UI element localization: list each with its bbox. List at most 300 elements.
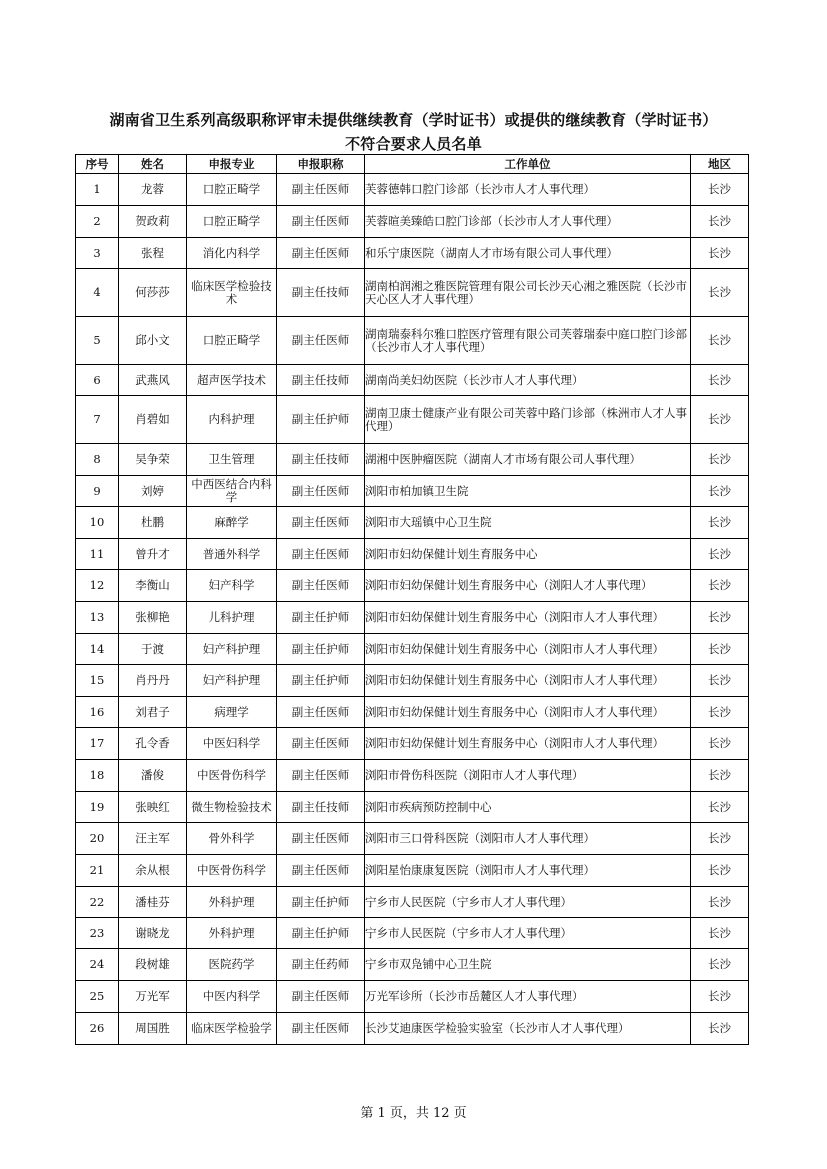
person-name-cell bbox=[119, 476, 187, 507]
region: 长沙 bbox=[708, 958, 731, 971]
person-name-cell bbox=[119, 507, 187, 539]
applied-title-cell bbox=[277, 602, 365, 634]
row-number: 18 bbox=[89, 769, 105, 782]
person-name: 刘婷 bbox=[141, 484, 164, 498]
work-unit: 湖南尚美妇幼医院（长沙市人才人事代理） bbox=[365, 373, 584, 387]
work-unit: 浏阳市柏加镇卫生院 bbox=[365, 484, 469, 498]
work-unit: 宁乡市人民医院（宁乡市人才人事代理） bbox=[365, 895, 572, 909]
region: 长沙 bbox=[708, 413, 731, 426]
applied-title-cell bbox=[277, 539, 365, 570]
region: 长沙 bbox=[708, 1022, 731, 1035]
row-number-cell bbox=[76, 365, 119, 396]
region-cell bbox=[691, 634, 749, 665]
specialty-cell bbox=[187, 602, 277, 634]
specialty: 临床医学检验技术 bbox=[191, 279, 272, 306]
specialty: 内科护理 bbox=[208, 413, 255, 426]
row-number-cell bbox=[76, 665, 119, 697]
person-name: 肖碧如 bbox=[135, 413, 170, 426]
specialty-cell bbox=[187, 981, 277, 1013]
work-unit: 浏阳市妇幼保健计划生育服务中心（浏阳市人才人事代理） bbox=[365, 611, 664, 624]
person-name-cell bbox=[119, 665, 187, 697]
row-number: 4 bbox=[93, 286, 101, 299]
work-unit: 浏阳市三口骨科医院（浏阳市人才人事代理） bbox=[365, 832, 595, 845]
person-name-cell bbox=[119, 1013, 187, 1045]
row-number: 25 bbox=[89, 990, 105, 1003]
row-number-cell bbox=[76, 238, 119, 269]
row-number: 10 bbox=[89, 516, 105, 529]
specialty-cell bbox=[187, 365, 277, 396]
work-unit-cell bbox=[365, 1013, 691, 1045]
specialty-cell bbox=[187, 269, 277, 317]
specialty: 微生物检验技术 bbox=[191, 800, 272, 814]
row-number: 20 bbox=[89, 832, 105, 845]
table-body bbox=[76, 174, 749, 1045]
work-unit-cell bbox=[365, 476, 691, 507]
row-number-cell bbox=[76, 570, 119, 602]
work-unit-cell bbox=[365, 855, 691, 887]
region-cell bbox=[691, 570, 749, 602]
region: 长沙 bbox=[708, 215, 731, 228]
row-number: 15 bbox=[89, 674, 105, 687]
person-name: 张柳艳 bbox=[135, 611, 170, 624]
person-name: 肖丹丹 bbox=[135, 674, 170, 687]
region-cell bbox=[691, 476, 749, 507]
region: 长沙 bbox=[708, 246, 731, 260]
specialty-cell bbox=[187, 539, 277, 570]
row-number-cell bbox=[76, 792, 119, 823]
work-unit: 浏阳市骨伤科医院（浏阳市人才人事代理） bbox=[365, 769, 584, 782]
person-name: 曾升才 bbox=[135, 547, 170, 561]
header-name: 姓名 bbox=[119, 155, 187, 174]
work-unit-cell bbox=[365, 507, 691, 539]
specialty: 麻醉学 bbox=[214, 516, 249, 529]
specialty-cell bbox=[187, 760, 277, 792]
work-unit: 浏阳星怡康康复医院（浏阳市人才人事代理） bbox=[365, 864, 595, 877]
header-no: 序号 bbox=[76, 155, 119, 174]
specialty-cell bbox=[187, 634, 277, 665]
specialty-cell bbox=[187, 570, 277, 602]
row-number: 11 bbox=[89, 547, 105, 561]
work-unit: 浏阳市妇幼保健计划生育服务中心（浏阳人才人事代理） bbox=[365, 579, 653, 592]
person-name: 谢晓龙 bbox=[135, 926, 170, 940]
applied-title-cell bbox=[277, 317, 365, 365]
table-header-row bbox=[76, 155, 749, 174]
region: 长沙 bbox=[708, 990, 731, 1003]
row-number-cell bbox=[76, 1013, 119, 1045]
specialty-cell bbox=[187, 823, 277, 855]
person-name-cell bbox=[119, 792, 187, 823]
work-unit-cell bbox=[365, 634, 691, 665]
specialty: 超声医学技术 bbox=[197, 373, 266, 387]
work-unit: 芙蓉德韩口腔门诊部（长沙市人才人事代理） bbox=[365, 183, 595, 196]
row-number-cell bbox=[76, 507, 119, 539]
person-name: 刘君子 bbox=[135, 705, 170, 719]
applied-title-cell bbox=[277, 444, 365, 476]
work-unit: 和乐宁康医院（湖南人才市场有限公司人事代理） bbox=[365, 246, 618, 260]
applied-title: 副主任医师 bbox=[291, 215, 350, 228]
region: 长沙 bbox=[708, 547, 731, 561]
row-number-cell bbox=[76, 855, 119, 887]
work-unit-cell bbox=[365, 697, 691, 728]
applied-title: 副主任护师 bbox=[291, 413, 350, 426]
row-number-cell bbox=[76, 918, 119, 949]
page-footer: 第 1 页，共 12 页 bbox=[360, 1106, 467, 1121]
person-name-cell bbox=[119, 269, 187, 317]
applied-title-cell bbox=[277, 1013, 365, 1045]
specialty-cell bbox=[187, 507, 277, 539]
person-name: 万光军 bbox=[135, 990, 170, 1003]
applied-title-cell bbox=[277, 238, 365, 269]
specialty-cell bbox=[187, 855, 277, 887]
row-number-cell bbox=[76, 476, 119, 507]
region-cell bbox=[691, 539, 749, 570]
person-name: 潘桂芬 bbox=[135, 895, 170, 909]
applied-title-cell bbox=[277, 949, 365, 981]
work-unit: 湖南卫康士健康产业有限公司芙蓉中路门诊部（株洲市人才人事代理） bbox=[365, 406, 687, 433]
work-unit-cell bbox=[365, 317, 691, 365]
specialty-cell bbox=[187, 728, 277, 760]
region-cell bbox=[691, 206, 749, 238]
region: 长沙 bbox=[708, 926, 731, 940]
person-name: 吴争荣 bbox=[135, 453, 170, 466]
applied-title-cell bbox=[277, 697, 365, 728]
region: 长沙 bbox=[708, 832, 731, 845]
table-row bbox=[76, 539, 749, 570]
person-name-cell bbox=[119, 855, 187, 887]
table-row bbox=[76, 697, 749, 728]
region-cell bbox=[691, 760, 749, 792]
row-number-cell bbox=[76, 396, 119, 444]
row-number: 5 bbox=[93, 334, 101, 347]
person-name: 周国胜 bbox=[135, 1022, 170, 1035]
table-row bbox=[76, 444, 749, 476]
person-name-cell bbox=[119, 539, 187, 570]
applied-title: 副主任医师 bbox=[291, 737, 350, 750]
region: 长沙 bbox=[708, 286, 731, 299]
row-number: 12 bbox=[89, 579, 105, 592]
row-number-cell bbox=[76, 887, 119, 918]
applied-title: 副主任护师 bbox=[291, 895, 350, 909]
person-name-cell bbox=[119, 981, 187, 1013]
header-region: 地区 bbox=[691, 155, 749, 174]
table-row bbox=[76, 634, 749, 665]
person-name-cell bbox=[119, 634, 187, 665]
table-row bbox=[76, 396, 749, 444]
table-row bbox=[76, 507, 749, 539]
person-name-cell bbox=[119, 570, 187, 602]
region-cell bbox=[691, 823, 749, 855]
region-cell bbox=[691, 317, 749, 365]
work-unit: 浏阳市疾病预防控制中心 bbox=[365, 800, 492, 814]
row-number-cell bbox=[76, 602, 119, 634]
applied-title-cell bbox=[277, 855, 365, 887]
applied-title: 副主任医师 bbox=[291, 864, 350, 877]
row-number: 2 bbox=[93, 215, 101, 228]
specialty: 妇产科学 bbox=[208, 579, 255, 592]
work-unit-cell bbox=[365, 365, 691, 396]
work-unit-cell bbox=[365, 238, 691, 269]
row-number: 1 bbox=[93, 183, 101, 196]
table-row bbox=[76, 887, 749, 918]
person-name-cell bbox=[119, 949, 187, 981]
work-unit: 浏阳市妇幼保健计划生育服务中心（浏阳市人才人事代理） bbox=[365, 674, 664, 687]
specialty: 儿科护理 bbox=[208, 611, 255, 624]
row-number: 21 bbox=[89, 864, 105, 877]
specialty-cell bbox=[187, 1013, 277, 1045]
specialty: 中医骨伤科学 bbox=[197, 864, 266, 877]
applied-title: 副主任医师 bbox=[291, 832, 350, 845]
applied-title: 副主任护师 bbox=[291, 642, 350, 656]
person-name: 潘俊 bbox=[141, 769, 164, 782]
person-name-cell bbox=[119, 444, 187, 476]
specialty: 妇产科护理 bbox=[202, 642, 261, 656]
row-number: 22 bbox=[89, 895, 105, 909]
applied-title-cell bbox=[277, 476, 365, 507]
applied-title-cell bbox=[277, 396, 365, 444]
specialty: 消化内科学 bbox=[202, 246, 261, 260]
applied-title-cell bbox=[277, 887, 365, 918]
applied-title-cell bbox=[277, 269, 365, 317]
table-row bbox=[76, 949, 749, 981]
person-name-cell bbox=[119, 823, 187, 855]
region-cell bbox=[691, 396, 749, 444]
region-cell bbox=[691, 855, 749, 887]
region-cell bbox=[691, 887, 749, 918]
region: 长沙 bbox=[708, 642, 731, 656]
specialty-cell bbox=[187, 665, 277, 697]
personnel-table bbox=[75, 154, 749, 1045]
work-unit: 浏阳市妇幼保健计划生育服务中心 bbox=[365, 547, 538, 561]
applied-title: 副主任医师 bbox=[291, 246, 350, 260]
table-row bbox=[76, 981, 749, 1013]
applied-title: 副主任医师 bbox=[291, 705, 350, 719]
applied-title: 副主任技师 bbox=[291, 373, 350, 387]
work-unit: 宁乡市双凫铺中心卫生院 bbox=[365, 958, 492, 971]
work-unit: 浏阳市妇幼保健计划生育服务中心（浏阳市人才人事代理） bbox=[365, 737, 664, 750]
applied-title: 副主任医师 bbox=[291, 183, 350, 196]
row-number-cell bbox=[76, 444, 119, 476]
header-specialty: 申报专业 bbox=[187, 155, 277, 174]
work-unit-cell bbox=[365, 396, 691, 444]
specialty: 临床医学检验学 bbox=[191, 1022, 272, 1035]
table-row bbox=[76, 918, 749, 949]
row-number: 23 bbox=[89, 926, 105, 940]
region-cell bbox=[691, 697, 749, 728]
work-unit: 芙蓉暄美臻皓口腔门诊部（长沙市人才人事代理） bbox=[365, 215, 618, 228]
applied-title: 副主任技师 bbox=[291, 286, 350, 299]
row-number: 14 bbox=[89, 642, 105, 656]
region-cell bbox=[691, 507, 749, 539]
applied-title-cell bbox=[277, 981, 365, 1013]
region: 长沙 bbox=[708, 895, 731, 909]
applied-title: 副主任技师 bbox=[291, 453, 350, 466]
work-unit: 浏阳市妇幼保健计划生育服务中心（浏阳市人才人事代理） bbox=[365, 705, 664, 719]
applied-title-cell bbox=[277, 206, 365, 238]
region: 长沙 bbox=[708, 516, 731, 529]
work-unit-cell bbox=[365, 570, 691, 602]
region: 长沙 bbox=[708, 705, 731, 719]
region-cell bbox=[691, 949, 749, 981]
table-row bbox=[76, 855, 749, 887]
person-name: 杜鹏 bbox=[141, 516, 164, 529]
region: 长沙 bbox=[708, 453, 731, 466]
specialty-cell bbox=[187, 174, 277, 206]
work-unit: 浏阳市妇幼保健计划生育服务中心（浏阳市人才人事代理） bbox=[365, 642, 664, 656]
person-name-cell bbox=[119, 317, 187, 365]
specialty: 卫生管理 bbox=[208, 453, 255, 466]
table-row bbox=[76, 792, 749, 823]
applied-title: 副主任医师 bbox=[291, 334, 350, 347]
row-number: 6 bbox=[93, 373, 101, 387]
specialty-cell bbox=[187, 697, 277, 728]
row-number: 8 bbox=[93, 453, 101, 466]
region: 长沙 bbox=[708, 737, 731, 750]
applied-title: 副主任医师 bbox=[291, 484, 350, 498]
specialty-cell bbox=[187, 476, 277, 507]
work-unit: 长沙艾迪康医学检验实验室（长沙市人才人事代理） bbox=[365, 1022, 630, 1035]
region: 长沙 bbox=[708, 373, 731, 387]
specialty: 口腔正畸学 bbox=[202, 215, 261, 228]
table-row bbox=[76, 570, 749, 602]
applied-title-cell bbox=[277, 823, 365, 855]
person-name-cell bbox=[119, 728, 187, 760]
row-number-cell bbox=[76, 981, 119, 1013]
region-cell bbox=[691, 365, 749, 396]
specialty: 妇产科护理 bbox=[202, 674, 261, 687]
work-unit-cell bbox=[365, 444, 691, 476]
person-name: 李衡山 bbox=[135, 579, 170, 592]
region: 长沙 bbox=[708, 864, 731, 877]
region-cell bbox=[691, 269, 749, 317]
specialty: 外科护理 bbox=[208, 895, 255, 909]
applied-title: 副主任护师 bbox=[291, 926, 350, 940]
person-name-cell bbox=[119, 760, 187, 792]
row-number: 19 bbox=[89, 800, 105, 814]
work-unit-cell bbox=[365, 206, 691, 238]
person-name: 段树雄 bbox=[135, 958, 170, 971]
specialty-cell bbox=[187, 792, 277, 823]
applied-title: 副主任技师 bbox=[291, 800, 350, 814]
work-unit-cell bbox=[365, 539, 691, 570]
work-unit: 湖湘中医肿瘤医院（湖南人才市场有限公司人事代理） bbox=[365, 453, 641, 466]
specialty: 普通外科学 bbox=[202, 547, 261, 561]
applied-title: 副主任护师 bbox=[291, 611, 350, 624]
work-unit-cell bbox=[365, 949, 691, 981]
person-name: 张映红 bbox=[135, 800, 170, 814]
person-name: 余从根 bbox=[135, 864, 170, 877]
applied-title-cell bbox=[277, 634, 365, 665]
region: 长沙 bbox=[708, 183, 731, 196]
region-cell bbox=[691, 792, 749, 823]
applied-title-cell bbox=[277, 665, 365, 697]
specialty: 中医骨伤科学 bbox=[197, 769, 266, 782]
specialty: 骨外科学 bbox=[208, 832, 255, 845]
applied-title: 副主任医师 bbox=[291, 547, 350, 561]
document-title-line1: 湖南省卫生系列高级职称评审未提供继续教育（学时证书）或提供的继续教育（学时证书） bbox=[109, 111, 718, 129]
table-row bbox=[76, 760, 749, 792]
applied-title: 副主任医师 bbox=[291, 579, 350, 592]
region: 长沙 bbox=[708, 334, 731, 347]
table-row bbox=[76, 728, 749, 760]
person-name-cell bbox=[119, 365, 187, 396]
applied-title-cell bbox=[277, 174, 365, 206]
document-title-line2: 不符合要求人员名单 bbox=[345, 135, 482, 153]
person-name-cell bbox=[119, 602, 187, 634]
specialty-cell bbox=[187, 396, 277, 444]
person-name-cell bbox=[119, 918, 187, 949]
row-number: 7 bbox=[93, 413, 101, 426]
applied-title-cell bbox=[277, 507, 365, 539]
table-row bbox=[76, 269, 749, 317]
work-unit: 宁乡市人民医院（宁乡市人才人事代理） bbox=[365, 926, 572, 940]
table-row bbox=[76, 602, 749, 634]
person-name: 于渡 bbox=[141, 642, 164, 656]
row-number-cell bbox=[76, 206, 119, 238]
person-name: 张程 bbox=[141, 246, 164, 260]
row-number: 16 bbox=[89, 705, 105, 719]
row-number-cell bbox=[76, 174, 119, 206]
specialty: 中医内科学 bbox=[202, 990, 261, 1003]
specialty: 中西医结合内科学 bbox=[191, 478, 272, 504]
applied-title: 副主任医师 bbox=[291, 769, 350, 782]
applied-title: 副主任医师 bbox=[291, 516, 350, 529]
region: 长沙 bbox=[708, 674, 731, 687]
table-row bbox=[76, 665, 749, 697]
specialty-cell bbox=[187, 206, 277, 238]
person-name-cell bbox=[119, 887, 187, 918]
row-number-cell bbox=[76, 728, 119, 760]
person-name-cell bbox=[119, 396, 187, 444]
person-name-cell bbox=[119, 238, 187, 269]
specialty-cell bbox=[187, 918, 277, 949]
work-unit: 浏阳市大瑶镇中心卫生院 bbox=[365, 516, 492, 529]
applied-title: 副主任护师 bbox=[291, 674, 350, 687]
row-number: 26 bbox=[89, 1022, 105, 1035]
table-row bbox=[76, 317, 749, 365]
row-number: 3 bbox=[93, 246, 101, 260]
row-number: 24 bbox=[89, 958, 105, 971]
row-number-cell bbox=[76, 949, 119, 981]
table-row bbox=[76, 174, 749, 206]
specialty: 口腔正畸学 bbox=[202, 183, 261, 196]
work-unit: 湖南柏润湘之雅医院管理有限公司长沙天心湘之雅医院（长沙市天心区人才人事代理） bbox=[365, 279, 687, 306]
person-name: 孔令香 bbox=[135, 737, 170, 750]
work-unit-cell bbox=[365, 269, 691, 317]
row-number-cell bbox=[76, 539, 119, 570]
table-row bbox=[76, 476, 749, 507]
region-cell bbox=[691, 665, 749, 697]
applied-title: 副主任医师 bbox=[291, 1022, 350, 1035]
region: 长沙 bbox=[708, 484, 731, 498]
person-name: 龙蓉 bbox=[141, 183, 164, 196]
specialty-cell bbox=[187, 238, 277, 269]
row-number: 17 bbox=[89, 737, 105, 750]
applied-title-cell bbox=[277, 728, 365, 760]
row-number-cell bbox=[76, 760, 119, 792]
specialty: 中医妇科学 bbox=[202, 737, 261, 750]
table-row bbox=[76, 238, 749, 269]
table-row bbox=[76, 365, 749, 396]
work-unit: 万光军诊所（长沙市岳麓区人才人事代理） bbox=[365, 990, 584, 1003]
applied-title-cell bbox=[277, 918, 365, 949]
applied-title-cell bbox=[277, 570, 365, 602]
work-unit-cell bbox=[365, 760, 691, 792]
region: 长沙 bbox=[708, 579, 731, 592]
row-number-cell bbox=[76, 269, 119, 317]
person-name: 武燕风 bbox=[135, 373, 170, 387]
table-row bbox=[76, 823, 749, 855]
region-cell bbox=[691, 174, 749, 206]
